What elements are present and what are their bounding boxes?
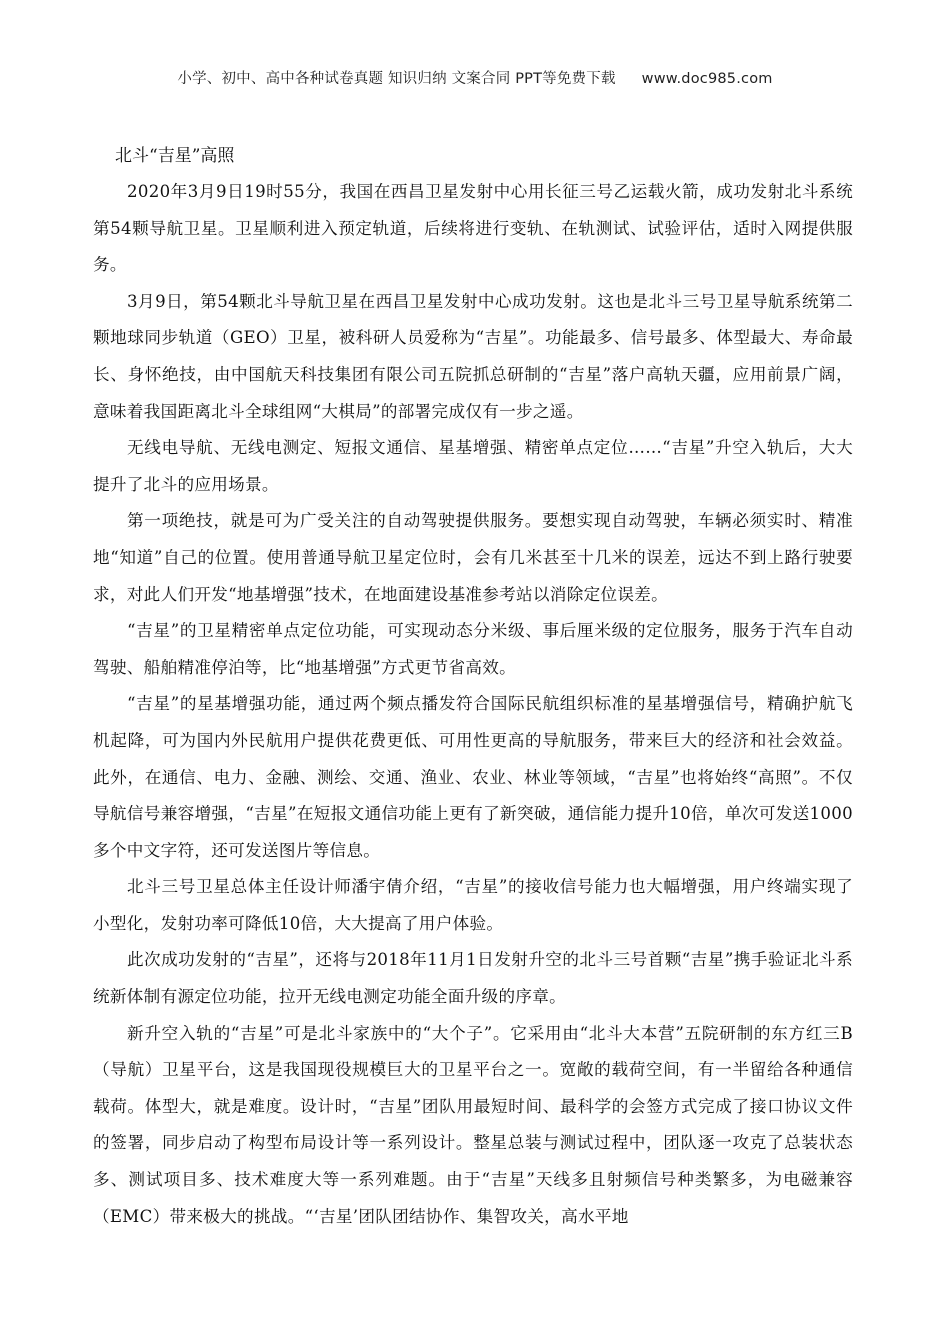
paragraph-3: 无线电导航、无线电测定、短报文通信、星基增强、精密单点定位……“吉星”升空入轨后，大大提升了北斗的应用场景。 bbox=[93, 438, 853, 494]
paragraph-4: 第一项绝技，就是可为广受关注的自动驾驶提供服务。要想实现自动驾驶，车辆必须实时、精准地“知道”自己的位置。使用普通导航卫星定位时，会有几米甚至十几米的误差，远达不到上路行驶要求，对此人们开发“地基增强”技术，在地面建设基准参考站以消除定位误差。 bbox=[93, 511, 853, 604]
paragraph-7: 北斗三号卫星总体主任设计师潘宇倩介绍，“吉星”的接收信号能力也大幅增强，用户终端实现了小型化，发射功率可降低10倍，大大提高了用户体验。 bbox=[93, 877, 853, 933]
paragraph-6: “吉星”的星基增强功能，通过两个频点播发符合国际民航组织标准的星基增强信号，精确护航飞机起降，可为国内外民航用户提供花费更低、可用性更高的导航服务，带来巨大的经济和社会效益。此外，在通信、电力、金融、测绘、交通、渔业、农业、林业等领域，“吉星”也将始终“高照”。不仅导航信号兼容增强，“吉星”在短报文通信功能上更有了新突破，通信能力提升10倍，单次可发送1000多个中文字符，还可发送图片等信息。 bbox=[93, 694, 853, 860]
paragraph-5: “吉星”的卫星精密单点定位功能，可实现动态分米级、事后厘米级的定位服务，服务于汽车自动驾驶、船舶精准停泊等，比“地基增强”方式更节省高效。 bbox=[93, 621, 853, 677]
article-body bbox=[93, 138, 853, 1235]
paragraph-8: 此次成功发射的“吉星”，还将与2018年11月1日发射升空的北斗三号首颗“吉星”携手验证北斗系统新体制有源定位功能，拉开无线电测定功能全面升级的序章。 bbox=[93, 950, 853, 1007]
paragraph-9: 新升空入轨的“吉星”可是北斗家族中的“大个子”。它采用由“北斗大本营”五院研制的东方红三B（导航）卫星平台，这是我国现役规模巨大的卫星平台之一。宽敞的载荷空间，有一半留给各种通信载荷。体型大，就是难度。设计时，“吉星”团队用最短时间、最科学的会签方式完成了接口协议文件的签署，同步启动了构型布局设计等一系列设计。整星总装与测试过程中，团队逐一攻克了总装状态多、测试项目多、技术难度大等一系列难题。由于“吉星”天线多且射频信号种类繁多，为电磁兼容（EMC）带来极大的挑战。“‘吉星’团队团结协作、集智攻关，高水平地 bbox=[93, 1023, 853, 1226]
page-header bbox=[0, 67, 950, 88]
paragraph-1: 2020年3月9日19时55分，我国在西昌卫星发射中心用长征三号乙运载火箭，成功发射北斗系统第54颗导航卫星。卫星顺利进入预定轨道，后续将进行变轨、在轨测试、试验评估，适时入网提供服务。 bbox=[93, 182, 853, 275]
header-text: 小学、初中、高中各种试卷真题 知识归纳 文案合同 PPT等免费下载 bbox=[177, 71, 616, 87]
header-site-link[interactable]: www.doc985.com bbox=[641, 71, 773, 87]
article-title: 北斗“吉星”高照 bbox=[115, 146, 235, 166]
paragraph-2: 3月9日，第54颗北斗导航卫星在西昌卫星发射中心成功发射。这也是北斗三号卫星导航系统第二颗地球同步轨道（GEO）卫星，被科研人员爱称为“吉星”。功能最多、信号最多、体型最大、寿命最长、身怀绝技，由中国航天科技集团有限公司五院抓总研制的“吉星”落户高轨天疆，应用前景广阔，意味着我国距离北斗全球组网“大棋局”的部署完成仅有一步之遥。 bbox=[93, 291, 853, 421]
